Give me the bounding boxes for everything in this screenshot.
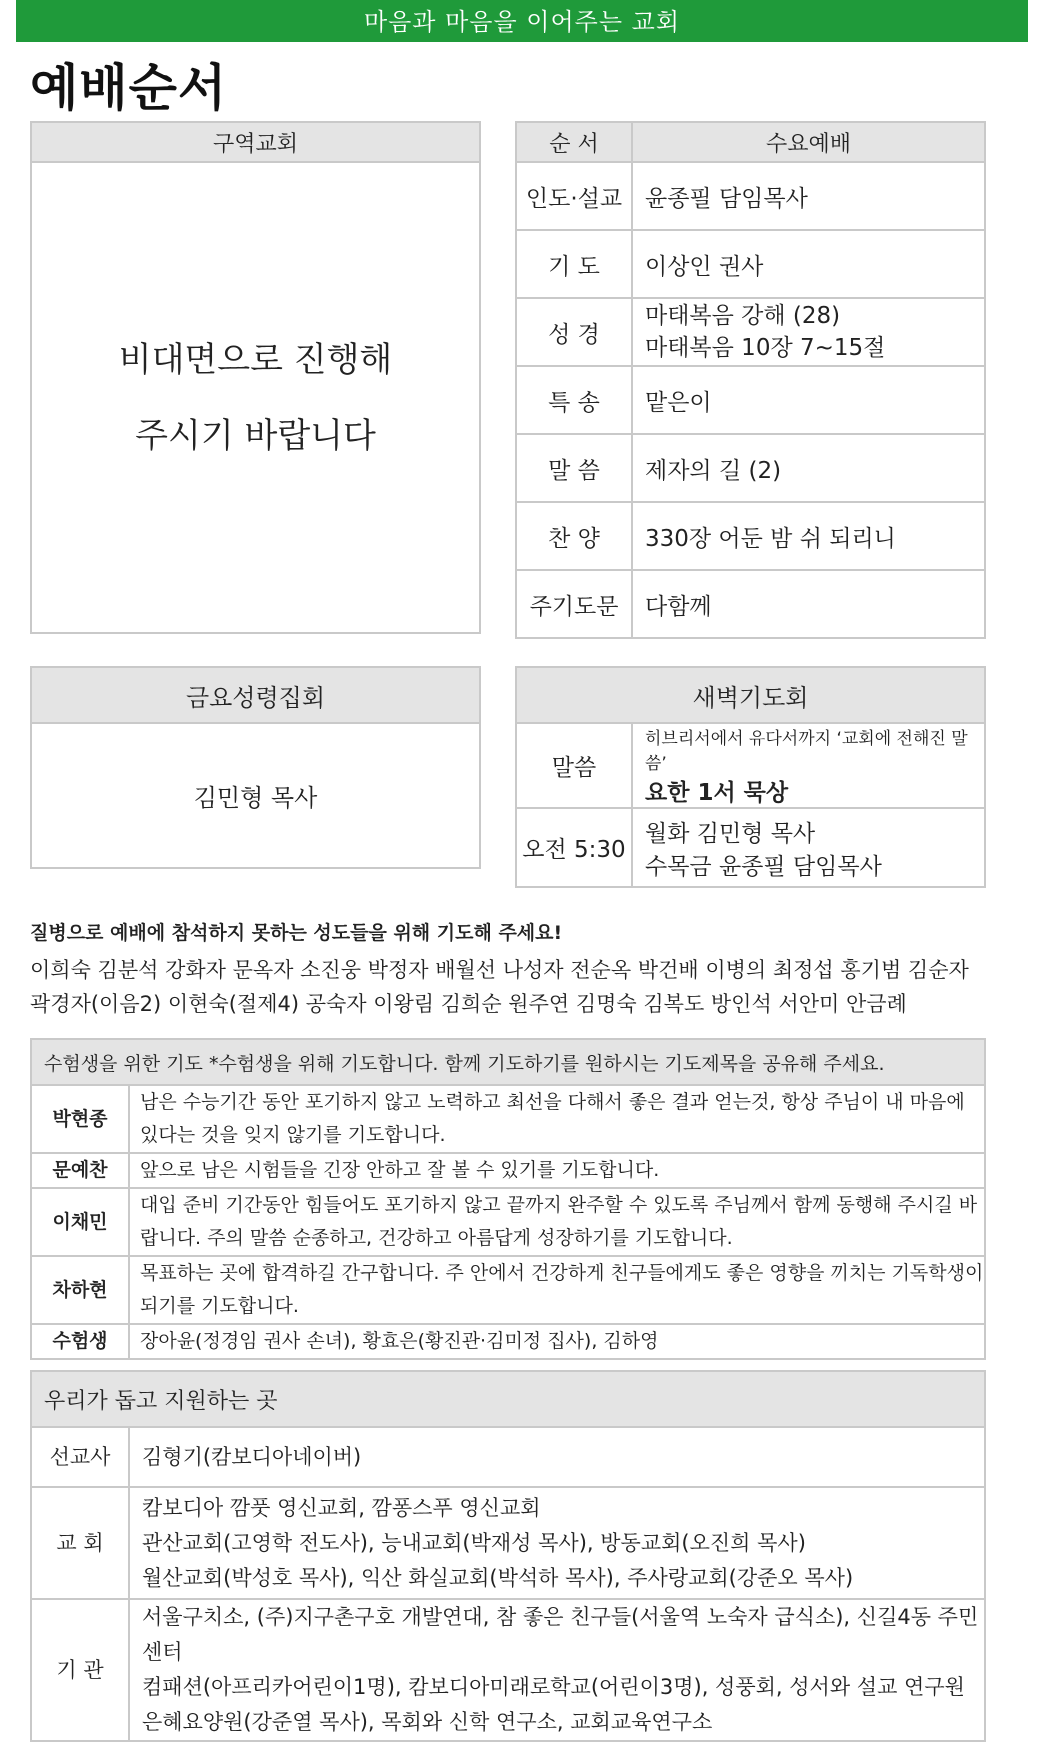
order-label: 말 씀 bbox=[516, 434, 632, 502]
sick-prayer-heading: 질병으로 예배에 참석하지 못하는 성도들을 위해 기도해 주세요! bbox=[30, 922, 563, 944]
district-header: 구역교회 bbox=[31, 122, 480, 162]
prayer-request: 앞으로 남은 시험들을 긴장 안하고 잘 볼 수 있기를 기도합니다. bbox=[129, 1153, 985, 1188]
prayer-request: 대입 준비 기간동안 힘들어도 포기하지 않고 끝까지 완주할 수 있도록 주님께서 함께 동행해 주시길 바랍니다. 주의 말씀 순종하고, 건강하고 아름답게 성장하기를 기도합니다. bbox=[129, 1188, 985, 1256]
dawn-header: 새벽기도회 bbox=[516, 667, 985, 723]
scripture-line-1: 마태복음 강해 (28) bbox=[645, 303, 841, 329]
student-name: 이채민 bbox=[31, 1188, 129, 1256]
friday-leader: 김민형 목사 bbox=[31, 723, 480, 868]
church-line: 캄보디아 깜풋 영신교회, 깜퐁스푸 영신교회 bbox=[142, 1495, 541, 1520]
order-row bbox=[516, 502, 985, 570]
dawn-meditation: 요한 1서 묵상 bbox=[645, 780, 789, 806]
dawn-word-label: 말씀 bbox=[516, 723, 632, 808]
exam-row bbox=[31, 1256, 985, 1324]
missionary-value: 김형기(캄보디아네이버) bbox=[129, 1427, 985, 1487]
exam-prayer-table bbox=[30, 1038, 986, 1360]
student-name: 수험생 bbox=[31, 1324, 129, 1359]
student-name: 박현종 bbox=[31, 1085, 129, 1153]
order-col-header: 순 서 bbox=[516, 122, 632, 162]
organization-line: 컴패션(아프리카어린이1명), 캄보디아미래로학교(어린이3명), 성풍회, 성서와 설교 연구원 bbox=[142, 1675, 965, 1699]
exam-row bbox=[31, 1085, 985, 1153]
order-value: 330장 어둔 밤 쉬 되리니 bbox=[632, 502, 985, 570]
dawn-series-title: 히브리서에서 유다서까지 ‘교회에 전해진 말씀’ bbox=[645, 729, 968, 774]
order-row bbox=[516, 570, 985, 638]
dawn-leader-line-2: 수목금 윤종필 담임목사 bbox=[645, 853, 882, 880]
prayer-request: 장아윤(정경임 권사 손녀), 황효은(황진관·김미정 집사), 김하영 bbox=[129, 1324, 985, 1359]
order-value: 이상인 권사 bbox=[632, 230, 985, 298]
church-label: 교 회 bbox=[31, 1487, 129, 1599]
order-value: 윤종필 담임목사 bbox=[632, 162, 985, 230]
order-label: 찬 양 bbox=[516, 502, 632, 570]
exam-row bbox=[31, 1324, 985, 1359]
order-row bbox=[516, 230, 985, 298]
worship-order-table bbox=[515, 121, 986, 639]
organization-list bbox=[129, 1599, 985, 1741]
order-label: 인도·설교 bbox=[516, 162, 632, 230]
organization-line: 서울구치소, (주)지구촌구호 개발연대, 참 좋은 친구들(서울역 노숙자 급식소), 신길4동 주민센터 bbox=[142, 1605, 979, 1664]
banner: 마음과 마음을 이어주는 교회 bbox=[16, 0, 1028, 42]
dawn-leader-line-1: 월화 김민형 목사 bbox=[645, 820, 816, 847]
order-row bbox=[516, 366, 985, 434]
order-label: 기 도 bbox=[516, 230, 632, 298]
church-line: 월산교회(박성호 목사), 익산 화실교회(박석하 목사), 주사랑교회(강준오 목사) bbox=[142, 1565, 854, 1590]
exam-row bbox=[31, 1188, 985, 1256]
sick-prayer-section bbox=[30, 918, 1010, 1021]
scripture-line-2: 마태복음 10장 7~15절 bbox=[645, 335, 886, 361]
sick-names-line-1: 이희숙 김분석 강화자 문옥자 소진웅 박정자 배월선 나성자 전순옥 박건배 이병의 최정섭 홍기범 김순자 bbox=[30, 958, 969, 982]
student-name: 문예찬 bbox=[31, 1153, 129, 1188]
friday-header: 금요성령집회 bbox=[31, 667, 480, 723]
order-row bbox=[516, 162, 985, 230]
order-value: 제자의 길 (2) bbox=[632, 434, 985, 502]
district-table bbox=[30, 121, 481, 634]
order-row bbox=[516, 298, 985, 366]
church-list bbox=[129, 1487, 985, 1599]
prayer-request: 남은 수능기간 동안 포기하지 않고 노력하고 최선을 다해서 좋은 결과 얻는것, 항상 주님이 내 마음에 있다는 것을 잊지 않기를 기도합니다. bbox=[129, 1085, 985, 1153]
sick-names-line-2: 곽경자(이음2) 이현숙(절제4) 공숙자 이왕림 김희순 원주연 김명숙 김복도 방인석 서안미 안금례 bbox=[30, 992, 907, 1016]
order-label: 성 경 bbox=[516, 298, 632, 366]
dawn-leaders bbox=[632, 808, 985, 887]
exam-row bbox=[31, 1153, 985, 1188]
organization-line: 은혜요양원(강준열 목사), 목회와 신학 연구소, 교회교육연구소 bbox=[142, 1710, 713, 1734]
prayer-request: 목표하는 곳에 합격하길 간구합니다. 주 안에서 건강하게 친구들에게도 좋은 영향을 끼치는 기독학생이 되기를 기도합니다. bbox=[129, 1256, 985, 1324]
order-value bbox=[632, 298, 985, 366]
order-value: 다함께 bbox=[632, 570, 985, 638]
order-label: 주기도문 bbox=[516, 570, 632, 638]
district-line-1: 비대면으로 진행해 bbox=[118, 339, 393, 380]
district-line-2: 주시기 바랍니다 bbox=[135, 415, 376, 456]
order-label: 특 송 bbox=[516, 366, 632, 434]
student-name: 차하현 bbox=[31, 1256, 129, 1324]
organization-label: 기 관 bbox=[31, 1599, 129, 1741]
friday-meeting-table bbox=[30, 666, 481, 869]
order-value: 맡은이 bbox=[632, 366, 985, 434]
district-notice bbox=[31, 162, 480, 633]
dawn-time-label: 오전 5:30 bbox=[516, 808, 632, 887]
support-header: 우리가 돕고 지원하는 곳 bbox=[31, 1371, 985, 1427]
support-table bbox=[30, 1370, 986, 1742]
dawn-word-value bbox=[632, 723, 985, 808]
church-line: 관산교회(고영학 전도사), 능내교회(박재성 목사), 방동교회(오진희 목사) bbox=[142, 1530, 806, 1555]
order-row bbox=[516, 434, 985, 502]
wednesday-col-header: 수요예배 bbox=[632, 122, 985, 162]
missionary-label: 선교사 bbox=[31, 1427, 129, 1487]
page-title: 예배순서 bbox=[30, 59, 228, 117]
dawn-prayer-table bbox=[515, 666, 986, 888]
exam-header: 수험생을 위한 기도 *수험생을 위해 기도합니다. 함께 기도하기를 원하시는 기도제목을 공유해 주세요. bbox=[31, 1039, 985, 1085]
